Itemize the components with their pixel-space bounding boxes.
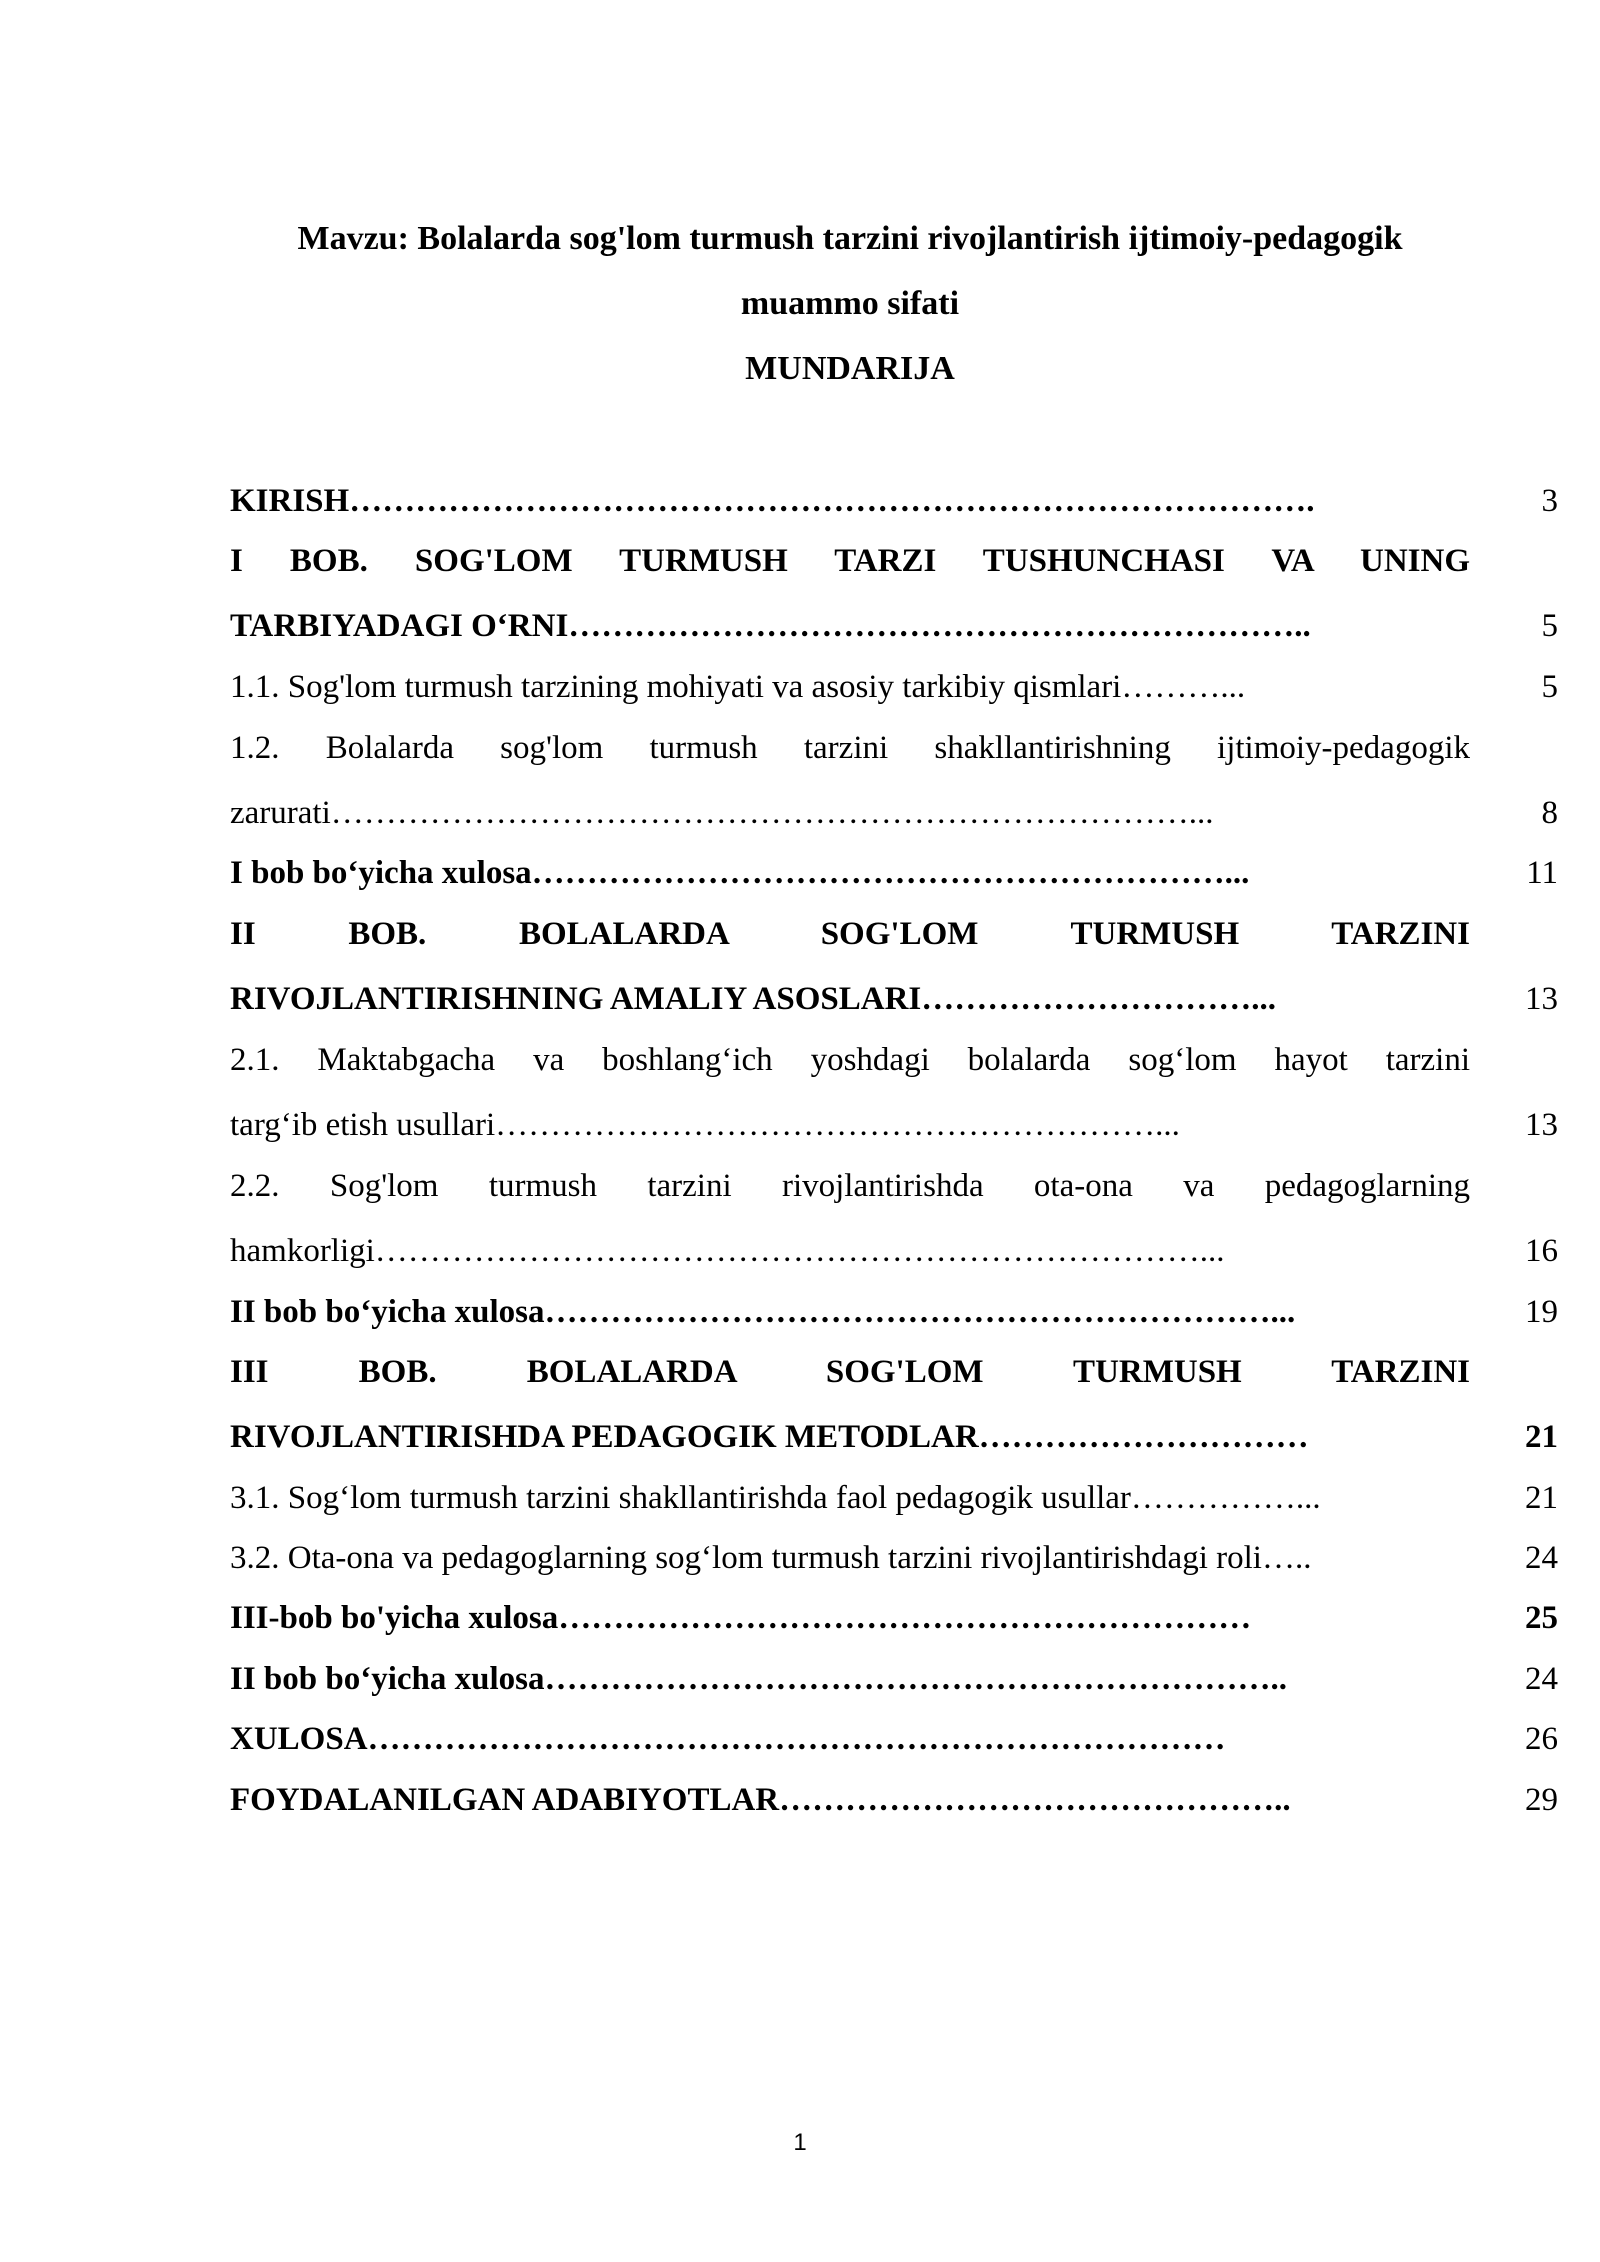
toc-entry-page: 24 bbox=[1525, 1540, 1558, 1576]
toc-entry-title: 3.1. Sog‘lom turmush tarzini shakllantirishda faol pedagogik usullar……………... bbox=[230, 1480, 1321, 1516]
toc-entry-page: 3 bbox=[1541, 483, 1558, 519]
toc-entry-title: 2.1. Maktabgacha va boshlang‘ich yoshdagi bolalarda sog‘lom hayot tarzini bbox=[230, 1042, 1470, 1078]
document-title-line-1: Mavzu: Bolalarda sog'lom turmush tarzini rivojlantirish ijtimoiy-pedagogik bbox=[297, 220, 1403, 257]
toc-entry-page: 5 bbox=[1541, 669, 1558, 705]
document-title-line-2: muammo sifati bbox=[740, 285, 960, 322]
toc-entry-title: 2.2. Sog'lom turmush tarzini rivojlantirishda ota-ona va pedagoglarning bbox=[230, 1168, 1470, 1204]
toc-entry-title: zarurati……………………………………………………………………... bbox=[230, 795, 1214, 831]
toc-entry-page: 16 bbox=[1525, 1233, 1558, 1269]
toc-entry-page: 13 bbox=[1525, 981, 1558, 1017]
toc-entry-title: RIVOJLANTIRISHNING AMALIY ASOSLARI…………………………... bbox=[230, 981, 1277, 1017]
toc-entry-page: 24 bbox=[1525, 1661, 1558, 1697]
toc-entry-title: KIRISH……………………………………………………………………………. bbox=[230, 483, 1315, 519]
toc-entry-title: III BOB. BOLALARDA SOG'LOM TURMUSH TARZINI bbox=[230, 1354, 1470, 1390]
toc-heading: MUNDARIJA bbox=[745, 350, 955, 387]
toc-entry-title: FOYDALANILGAN ADABIYOTLAR……………………………………….. bbox=[230, 1782, 1291, 1818]
toc-entry-title: hamkorligi…………………………………………………………………... bbox=[230, 1233, 1225, 1269]
page-number: 1 bbox=[793, 2129, 807, 2156]
toc-entry-title: TARBIYADAGI O‘RNI………………………………………………………….. bbox=[230, 608, 1311, 644]
toc-entry-title: II bob bo‘yicha xulosa…………………………………………………………... bbox=[230, 1294, 1296, 1330]
toc-entry-title: 1.1. Sog'lom turmush tarzining mohiyati va asosiy tarkibiy qismlari………... bbox=[230, 669, 1246, 705]
toc-entry-page: 13 bbox=[1525, 1107, 1558, 1143]
toc-entry-page: 21 bbox=[1525, 1480, 1558, 1516]
toc-entry-title: II BOB. BOLALARDA SOG'LOM TURMUSH TARZINI bbox=[230, 916, 1470, 952]
toc-entry-page: 11 bbox=[1526, 855, 1558, 891]
toc-entry-page: 29 bbox=[1525, 1782, 1558, 1818]
toc-entry-title: I BOB. SOG'LOM TURMUSH TARZI TUSHUNCHASI VA UNING bbox=[230, 543, 1470, 579]
toc-entry-title: 1.2. Bolalarda sog'lom turmush tarzini shakllantirishning ijtimoiy-pedagogik bbox=[230, 730, 1470, 766]
toc-entry-title: II bob bo‘yicha xulosa………………………………………………………….. bbox=[230, 1661, 1288, 1697]
toc-entry-title: RIVOJLANTIRISHDA PEDAGOGIK METODLAR………………………… bbox=[230, 1419, 1309, 1455]
toc-entry-page: 21 bbox=[1525, 1419, 1558, 1455]
toc-entry-title: XULOSA…………………………………………………………………… bbox=[230, 1721, 1226, 1757]
toc-entry-page: 19 bbox=[1525, 1294, 1558, 1330]
toc-entry-page: 8 bbox=[1541, 795, 1558, 831]
toc-entry-page: 25 bbox=[1525, 1600, 1558, 1636]
toc-entry-title: III-bob bo'yicha xulosa……………………………………………………… bbox=[230, 1600, 1252, 1636]
toc-entry-page: 5 bbox=[1541, 608, 1558, 644]
toc-entry-title: I bob bo‘yicha xulosa………………………………………………………... bbox=[230, 855, 1250, 891]
toc-entry-title: targ‘ib etish usullari……………………………………………………... bbox=[230, 1107, 1180, 1143]
toc-entry-page: 26 bbox=[1525, 1721, 1558, 1757]
toc-entry-title: 3.2. Ota-ona va pedagoglarning sog‘lom turmush tarzini rivojlantirishdagi roli….. bbox=[230, 1540, 1312, 1576]
